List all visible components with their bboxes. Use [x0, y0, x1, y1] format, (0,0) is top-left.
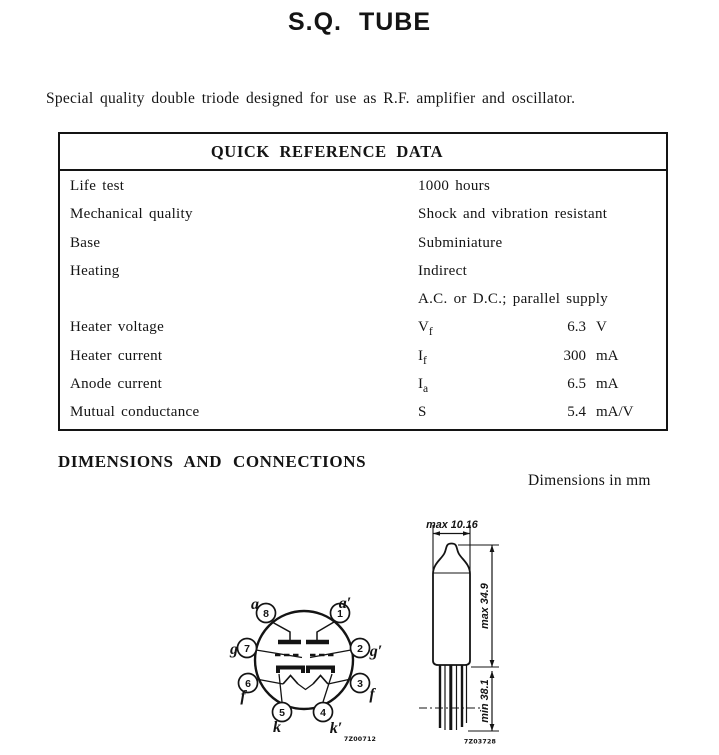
row-value: A.C. or D.C.; parallel supply: [418, 291, 609, 308]
arrow-down-icon: [490, 660, 495, 667]
table-row: [60, 372, 666, 400]
row-label: Life test: [70, 178, 125, 194]
table-row: [60, 202, 666, 230]
symbol-main: S: [418, 404, 427, 421]
max-diameter-label: max 10.16: [426, 519, 478, 531]
pin-2: [351, 639, 370, 658]
quick-reference-table: [58, 132, 668, 431]
cathode-leads: [279, 674, 332, 702]
cathode-staples: [278, 668, 333, 674]
row-value: Shock and vibration resistant: [418, 206, 608, 223]
arrow-up-icon: [490, 545, 495, 552]
outline-drawing-code: 7Z03728: [463, 738, 497, 746]
row-symbol: [418, 319, 433, 338]
arrow-down-icon: [490, 724, 495, 731]
pinout-drawing-code: 7Z00712: [343, 736, 377, 743]
row-symbol: [418, 376, 428, 395]
pin-number: 1: [337, 607, 343, 620]
row-unit: mA/V: [596, 404, 634, 421]
max-length-label: max 34.9: [479, 583, 491, 629]
lead-wires: [440, 666, 467, 731]
pin-number: 3: [357, 677, 363, 690]
row-label: Heater current: [70, 347, 163, 364]
tube-envelope-circle: [255, 611, 353, 709]
pin-number: 7: [244, 642, 250, 655]
row-value: Indirect: [418, 262, 468, 279]
arrow-up-icon: [490, 671, 495, 678]
symbol-main: I: [418, 347, 423, 364]
dimensions-heading: DIMENSIONS AND CONNECTIONS: [58, 452, 367, 471]
row-symbol: [418, 348, 427, 367]
quick-reference-header: QUICK REFERENCE DATA: [60, 134, 666, 171]
row-unit: mA: [596, 347, 619, 364]
pin-label-f: f: [240, 688, 246, 705]
table-row: [60, 231, 666, 259]
min-lead-length-label: min 38.1: [479, 679, 491, 723]
triode-symbols: [256, 622, 351, 702]
intro-text: Special quality double triode designed for use as R.F. amplifier and oscillator.: [46, 90, 576, 107]
pin-label-a2: a′: [338, 595, 352, 612]
heater-leads: [256, 679, 351, 690]
row-number: 6.3: [567, 319, 586, 336]
dimensions-units-note: Dimensions in mm: [528, 472, 651, 489]
row-label: Mechanical quality: [70, 206, 193, 223]
row-number: 300: [563, 347, 586, 364]
pin-label-a: a: [251, 596, 259, 613]
symbol-main: I: [418, 376, 423, 393]
row-label: Anode current: [70, 376, 163, 393]
row-label: Mutual conductance: [70, 404, 200, 421]
table-row: [60, 344, 666, 372]
pin-7: [238, 639, 257, 658]
row-unit: mA: [596, 376, 619, 393]
pin-label-g2: g′: [369, 643, 383, 660]
table-row: [60, 174, 666, 202]
tube-body-outline: [433, 544, 470, 666]
arrow-right-icon: [463, 531, 470, 536]
table-row: [60, 400, 666, 428]
pinout-diagram: [222, 582, 407, 754]
pin-3: [351, 674, 370, 693]
symbol-subscript: a: [423, 383, 429, 396]
pin-label-g: g: [230, 641, 238, 658]
row-number: 6.5: [567, 376, 586, 393]
row-label: Heating: [70, 262, 120, 279]
table-row: [60, 315, 666, 343]
symbol-subscript: f: [423, 354, 427, 367]
table-row: [60, 259, 666, 287]
outline-drawing: [415, 512, 545, 755]
arrow-left-icon: [433, 531, 440, 536]
pin-4: [314, 703, 333, 722]
pin-number: 4: [320, 706, 326, 719]
table-row: [60, 287, 666, 315]
heater-chevrons: [283, 676, 328, 685]
row-symbol: [418, 404, 426, 423]
pin-8: [257, 604, 276, 623]
row-label: Base: [70, 234, 101, 251]
pin-label-k: k: [273, 719, 281, 736]
anode-leads: [272, 622, 334, 640]
page-title: S.Q. TUBE: [287, 8, 431, 36]
pin-number: 5: [279, 706, 285, 719]
pin-label-k2: k′: [329, 720, 343, 737]
row-number: 5.4: [567, 404, 586, 421]
row-value: 1000 hours: [418, 178, 491, 194]
row-unit: V: [596, 319, 607, 336]
row-label: Heater voltage: [70, 319, 165, 336]
quick-reference-body: [60, 171, 666, 429]
grid-leads: [256, 650, 351, 658]
pin-number: 2: [357, 642, 363, 655]
row-value: Subminiature: [418, 234, 503, 251]
symbol-subscript: f: [428, 326, 433, 339]
pin-number: 6: [245, 677, 251, 690]
pin-label-f2: f: [369, 686, 375, 703]
symbol-main: V: [418, 319, 429, 336]
pin-number: 8: [263, 607, 269, 620]
